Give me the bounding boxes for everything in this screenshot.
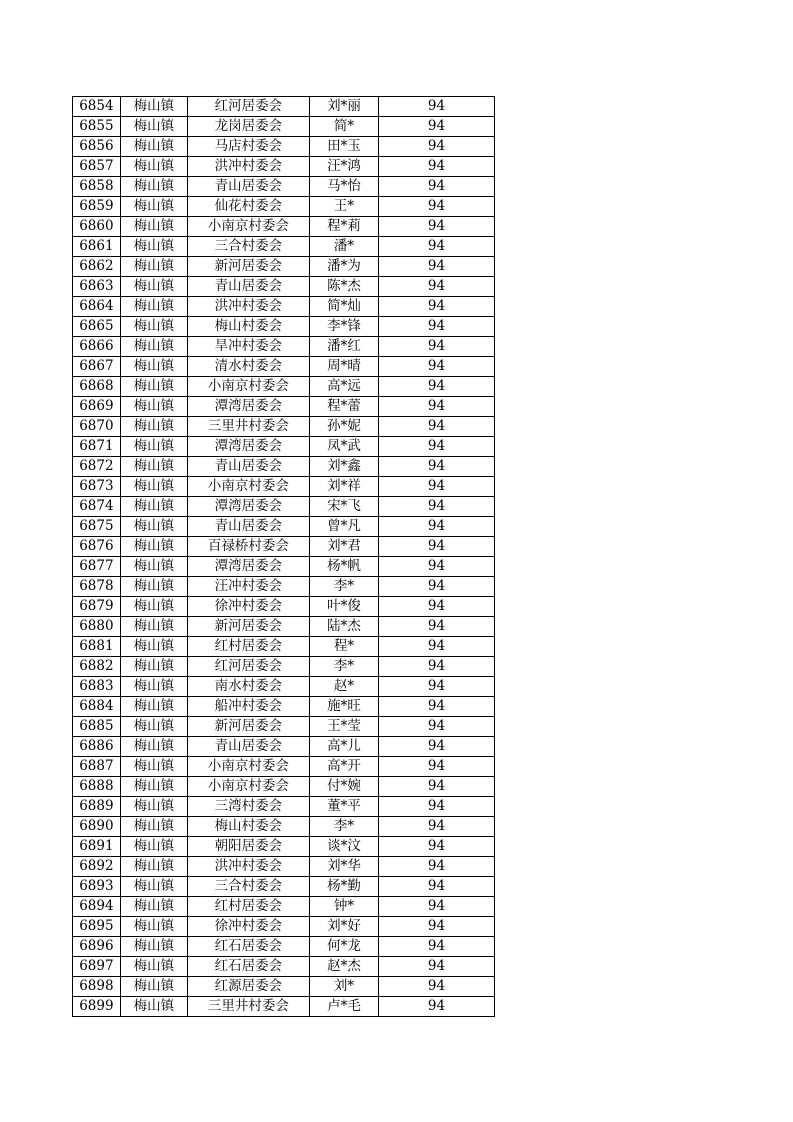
committee-cell: 百禄桥村委会 bbox=[187, 537, 309, 557]
town-cell: 梅山镇 bbox=[120, 637, 187, 657]
table-row bbox=[73, 337, 495, 357]
table-row bbox=[73, 937, 495, 957]
committee-cell: 旱冲村委会 bbox=[187, 337, 309, 357]
town-cell: 梅山镇 bbox=[120, 557, 187, 577]
score-cell: 94 bbox=[379, 857, 495, 877]
committee-cell: 红石居委会 bbox=[187, 937, 309, 957]
score-cell: 94 bbox=[379, 917, 495, 937]
committee-cell: 船冲村委会 bbox=[187, 697, 309, 717]
town-cell: 梅山镇 bbox=[120, 877, 187, 897]
committee-cell: 潭湾居委会 bbox=[187, 437, 309, 457]
committee-cell: 仙花村委会 bbox=[187, 197, 309, 217]
committee-cell: 梅山村委会 bbox=[187, 817, 309, 837]
person-name-cell: 高*开 bbox=[309, 757, 378, 777]
town-cell: 梅山镇 bbox=[120, 177, 187, 197]
score-cell: 94 bbox=[379, 677, 495, 697]
row-number-cell: 6857 bbox=[73, 157, 121, 177]
committee-cell: 红源居委会 bbox=[187, 977, 309, 997]
committee-cell: 小南京村委会 bbox=[187, 377, 309, 397]
score-cell: 94 bbox=[379, 697, 495, 717]
table-row bbox=[73, 557, 495, 577]
table-row bbox=[73, 417, 495, 437]
table-row bbox=[73, 137, 495, 157]
table-row bbox=[73, 537, 495, 557]
person-name-cell: 刘* bbox=[309, 977, 378, 997]
person-name-cell: 刘*丽 bbox=[309, 97, 378, 117]
row-number-cell: 6896 bbox=[73, 937, 121, 957]
town-cell: 梅山镇 bbox=[120, 277, 187, 297]
person-name-cell: 董*平 bbox=[309, 797, 378, 817]
table-row bbox=[73, 997, 495, 1017]
row-number-cell: 6894 bbox=[73, 897, 121, 917]
person-name-cell: 宋*飞 bbox=[309, 497, 378, 517]
row-number-cell: 6899 bbox=[73, 997, 121, 1017]
table-row bbox=[73, 817, 495, 837]
table-row bbox=[73, 677, 495, 697]
committee-cell: 朝阳居委会 bbox=[187, 837, 309, 857]
town-cell: 梅山镇 bbox=[120, 577, 187, 597]
table-row bbox=[73, 697, 495, 717]
row-number-cell: 6861 bbox=[73, 237, 121, 257]
row-number-cell: 6876 bbox=[73, 537, 121, 557]
table-row bbox=[73, 217, 495, 237]
row-number-cell: 6898 bbox=[73, 977, 121, 997]
town-cell: 梅山镇 bbox=[120, 297, 187, 317]
person-name-cell: 李*锋 bbox=[309, 317, 378, 337]
table-row bbox=[73, 97, 495, 117]
committee-cell: 三合村委会 bbox=[187, 237, 309, 257]
score-cell: 94 bbox=[379, 497, 495, 517]
town-cell: 梅山镇 bbox=[120, 497, 187, 517]
row-number-cell: 6865 bbox=[73, 317, 121, 337]
score-cell: 94 bbox=[379, 997, 495, 1017]
town-cell: 梅山镇 bbox=[120, 97, 187, 117]
person-name-cell: 曾*凡 bbox=[309, 517, 378, 537]
table-row bbox=[73, 737, 495, 757]
table-row bbox=[73, 977, 495, 997]
person-name-cell: 何*龙 bbox=[309, 937, 378, 957]
committee-cell: 红河居委会 bbox=[187, 97, 309, 117]
score-cell: 94 bbox=[379, 797, 495, 817]
committee-cell: 马店村委会 bbox=[187, 137, 309, 157]
score-cell: 94 bbox=[379, 897, 495, 917]
table-row bbox=[73, 177, 495, 197]
table-row bbox=[73, 777, 495, 797]
committee-cell: 青山居委会 bbox=[187, 457, 309, 477]
table-row bbox=[73, 897, 495, 917]
table-row bbox=[73, 757, 495, 777]
committee-cell: 徐冲村委会 bbox=[187, 597, 309, 617]
person-name-cell: 刘*祥 bbox=[309, 477, 378, 497]
row-number-cell: 6869 bbox=[73, 397, 121, 417]
score-cell: 94 bbox=[379, 177, 495, 197]
table-row bbox=[73, 457, 495, 477]
town-cell: 梅山镇 bbox=[120, 357, 187, 377]
person-name-cell: 施*旺 bbox=[309, 697, 378, 717]
person-name-cell: 汪*鸿 bbox=[309, 157, 378, 177]
town-cell: 梅山镇 bbox=[120, 977, 187, 997]
committee-cell: 三里井村委会 bbox=[187, 997, 309, 1017]
committee-cell: 徐冲村委会 bbox=[187, 917, 309, 937]
table-row bbox=[73, 437, 495, 457]
person-name-cell: 付*婉 bbox=[309, 777, 378, 797]
row-number-cell: 6856 bbox=[73, 137, 121, 157]
score-cell: 94 bbox=[379, 777, 495, 797]
town-cell: 梅山镇 bbox=[120, 617, 187, 637]
committee-cell: 小南京村委会 bbox=[187, 477, 309, 497]
person-name-cell: 高*儿 bbox=[309, 737, 378, 757]
town-cell: 梅山镇 bbox=[120, 657, 187, 677]
person-name-cell: 孙*妮 bbox=[309, 417, 378, 437]
committee-cell: 洪冲村委会 bbox=[187, 297, 309, 317]
town-cell: 梅山镇 bbox=[120, 257, 187, 277]
row-number-cell: 6880 bbox=[73, 617, 121, 637]
person-name-cell: 简* bbox=[309, 117, 378, 137]
town-cell: 梅山镇 bbox=[120, 677, 187, 697]
score-cell: 94 bbox=[379, 757, 495, 777]
table-row bbox=[73, 657, 495, 677]
town-cell: 梅山镇 bbox=[120, 937, 187, 957]
row-number-cell: 6864 bbox=[73, 297, 121, 317]
town-cell: 梅山镇 bbox=[120, 217, 187, 237]
score-cell: 94 bbox=[379, 477, 495, 497]
person-name-cell: 简*灿 bbox=[309, 297, 378, 317]
person-name-cell: 陈*杰 bbox=[309, 277, 378, 297]
committee-cell: 红村居委会 bbox=[187, 897, 309, 917]
row-number-cell: 6879 bbox=[73, 597, 121, 617]
town-cell: 梅山镇 bbox=[120, 897, 187, 917]
committee-cell: 青山居委会 bbox=[187, 737, 309, 757]
score-cell: 94 bbox=[379, 577, 495, 597]
committee-cell: 红村居委会 bbox=[187, 637, 309, 657]
score-cell: 94 bbox=[379, 317, 495, 337]
row-number-cell: 6892 bbox=[73, 857, 121, 877]
person-name-cell: 杨*勤 bbox=[309, 877, 378, 897]
person-name-cell: 马*怡 bbox=[309, 177, 378, 197]
person-name-cell: 卢*毛 bbox=[309, 997, 378, 1017]
row-number-cell: 6885 bbox=[73, 717, 121, 737]
town-cell: 梅山镇 bbox=[120, 837, 187, 857]
person-name-cell: 刘*华 bbox=[309, 857, 378, 877]
score-cell: 94 bbox=[379, 97, 495, 117]
person-name-cell: 李* bbox=[309, 577, 378, 597]
table-row bbox=[73, 497, 495, 517]
town-cell: 梅山镇 bbox=[120, 957, 187, 977]
row-number-cell: 6884 bbox=[73, 697, 121, 717]
row-number-cell: 6875 bbox=[73, 517, 121, 537]
person-name-cell: 周*晴 bbox=[309, 357, 378, 377]
table-row bbox=[73, 517, 495, 537]
committee-cell: 洪冲村委会 bbox=[187, 157, 309, 177]
score-cell: 94 bbox=[379, 717, 495, 737]
score-cell: 94 bbox=[379, 297, 495, 317]
committee-cell: 红河居委会 bbox=[187, 657, 309, 677]
committee-cell: 洪冲村委会 bbox=[187, 857, 309, 877]
committee-cell: 龙岗居委会 bbox=[187, 117, 309, 137]
row-number-cell: 6873 bbox=[73, 477, 121, 497]
town-cell: 梅山镇 bbox=[120, 537, 187, 557]
table-row bbox=[73, 397, 495, 417]
committee-cell: 小南京村委会 bbox=[187, 757, 309, 777]
score-cell: 94 bbox=[379, 597, 495, 617]
committee-cell: 潭湾居委会 bbox=[187, 497, 309, 517]
row-number-cell: 6890 bbox=[73, 817, 121, 837]
committee-cell: 三湾村委会 bbox=[187, 797, 309, 817]
person-name-cell: 王*莹 bbox=[309, 717, 378, 737]
score-cell: 94 bbox=[379, 337, 495, 357]
score-cell: 94 bbox=[379, 437, 495, 457]
row-number-cell: 6878 bbox=[73, 577, 121, 597]
table-row bbox=[73, 277, 495, 297]
row-number-cell: 6868 bbox=[73, 377, 121, 397]
score-cell: 94 bbox=[379, 197, 495, 217]
town-cell: 梅山镇 bbox=[120, 457, 187, 477]
person-name-cell: 钟* bbox=[309, 897, 378, 917]
person-name-cell: 刘*鑫 bbox=[309, 457, 378, 477]
score-cell: 94 bbox=[379, 157, 495, 177]
committee-cell: 青山居委会 bbox=[187, 177, 309, 197]
row-number-cell: 6862 bbox=[73, 257, 121, 277]
person-name-cell: 刘*好 bbox=[309, 917, 378, 937]
person-name-cell: 刘*君 bbox=[309, 537, 378, 557]
town-cell: 梅山镇 bbox=[120, 137, 187, 157]
table-row bbox=[73, 717, 495, 737]
person-name-cell: 程*蕾 bbox=[309, 397, 378, 417]
table-row bbox=[73, 637, 495, 657]
row-number-cell: 6891 bbox=[73, 837, 121, 857]
row-number-cell: 6859 bbox=[73, 197, 121, 217]
committee-cell: 青山居委会 bbox=[187, 517, 309, 537]
row-number-cell: 6881 bbox=[73, 637, 121, 657]
person-name-cell: 程*莉 bbox=[309, 217, 378, 237]
town-cell: 梅山镇 bbox=[120, 117, 187, 137]
town-cell: 梅山镇 bbox=[120, 997, 187, 1017]
score-cell: 94 bbox=[379, 137, 495, 157]
person-name-cell: 李* bbox=[309, 817, 378, 837]
town-cell: 梅山镇 bbox=[120, 437, 187, 457]
person-name-cell: 潘*为 bbox=[309, 257, 378, 277]
score-cell: 94 bbox=[379, 257, 495, 277]
row-number-cell: 6874 bbox=[73, 497, 121, 517]
town-cell: 梅山镇 bbox=[120, 717, 187, 737]
table-row bbox=[73, 157, 495, 177]
table-row bbox=[73, 237, 495, 257]
table-row bbox=[73, 117, 495, 137]
town-cell: 梅山镇 bbox=[120, 737, 187, 757]
table-row bbox=[73, 797, 495, 817]
committee-cell: 梅山村委会 bbox=[187, 317, 309, 337]
table-row bbox=[73, 297, 495, 317]
row-number-cell: 6867 bbox=[73, 357, 121, 377]
row-number-cell: 6855 bbox=[73, 117, 121, 137]
score-cell: 94 bbox=[379, 537, 495, 557]
row-number-cell: 6871 bbox=[73, 437, 121, 457]
committee-cell: 三里井村委会 bbox=[187, 417, 309, 437]
roster-table-body bbox=[73, 97, 495, 1017]
person-name-cell: 田*玉 bbox=[309, 137, 378, 157]
row-number-cell: 6872 bbox=[73, 457, 121, 477]
table-row bbox=[73, 257, 495, 277]
table-row bbox=[73, 837, 495, 857]
score-cell: 94 bbox=[379, 877, 495, 897]
score-cell: 94 bbox=[379, 737, 495, 757]
score-cell: 94 bbox=[379, 617, 495, 637]
table-row bbox=[73, 317, 495, 337]
committee-cell: 新河居委会 bbox=[187, 257, 309, 277]
town-cell: 梅山镇 bbox=[120, 417, 187, 437]
town-cell: 梅山镇 bbox=[120, 317, 187, 337]
town-cell: 梅山镇 bbox=[120, 517, 187, 537]
town-cell: 梅山镇 bbox=[120, 817, 187, 837]
town-cell: 梅山镇 bbox=[120, 697, 187, 717]
score-cell: 94 bbox=[379, 957, 495, 977]
score-cell: 94 bbox=[379, 357, 495, 377]
row-number-cell: 6866 bbox=[73, 337, 121, 357]
score-cell: 94 bbox=[379, 637, 495, 657]
town-cell: 梅山镇 bbox=[120, 337, 187, 357]
row-number-cell: 6893 bbox=[73, 877, 121, 897]
person-name-cell: 高*远 bbox=[309, 377, 378, 397]
score-cell: 94 bbox=[379, 397, 495, 417]
committee-cell: 新河居委会 bbox=[187, 617, 309, 637]
person-name-cell: 程* bbox=[309, 637, 378, 657]
person-name-cell: 赵* bbox=[309, 677, 378, 697]
committee-cell: 三合村委会 bbox=[187, 877, 309, 897]
score-cell: 94 bbox=[379, 817, 495, 837]
table-row bbox=[73, 597, 495, 617]
score-cell: 94 bbox=[379, 377, 495, 397]
town-cell: 梅山镇 bbox=[120, 917, 187, 937]
row-number-cell: 6877 bbox=[73, 557, 121, 577]
row-number-cell: 6897 bbox=[73, 957, 121, 977]
table-row bbox=[73, 617, 495, 637]
roster-table bbox=[72, 96, 495, 1017]
committee-cell: 青山居委会 bbox=[187, 277, 309, 297]
committee-cell: 小南京村委会 bbox=[187, 777, 309, 797]
committee-cell: 小南京村委会 bbox=[187, 217, 309, 237]
town-cell: 梅山镇 bbox=[120, 157, 187, 177]
table-row bbox=[73, 357, 495, 377]
score-cell: 94 bbox=[379, 217, 495, 237]
person-name-cell: 潘* bbox=[309, 237, 378, 257]
table-row bbox=[73, 577, 495, 597]
table-row bbox=[73, 857, 495, 877]
table-row bbox=[73, 197, 495, 217]
committee-cell: 红石居委会 bbox=[187, 957, 309, 977]
person-name-cell: 谈*汶 bbox=[309, 837, 378, 857]
table-row bbox=[73, 877, 495, 897]
score-cell: 94 bbox=[379, 237, 495, 257]
town-cell: 梅山镇 bbox=[120, 377, 187, 397]
committee-cell: 潭湾居委会 bbox=[187, 397, 309, 417]
row-number-cell: 6870 bbox=[73, 417, 121, 437]
row-number-cell: 6895 bbox=[73, 917, 121, 937]
score-cell: 94 bbox=[379, 977, 495, 997]
score-cell: 94 bbox=[379, 837, 495, 857]
town-cell: 梅山镇 bbox=[120, 197, 187, 217]
score-cell: 94 bbox=[379, 657, 495, 677]
row-number-cell: 6860 bbox=[73, 217, 121, 237]
person-name-cell: 凤*武 bbox=[309, 437, 378, 457]
score-cell: 94 bbox=[379, 417, 495, 437]
town-cell: 梅山镇 bbox=[120, 777, 187, 797]
row-number-cell: 6883 bbox=[73, 677, 121, 697]
committee-cell: 清水村委会 bbox=[187, 357, 309, 377]
row-number-cell: 6889 bbox=[73, 797, 121, 817]
row-number-cell: 6888 bbox=[73, 777, 121, 797]
row-number-cell: 6882 bbox=[73, 657, 121, 677]
town-cell: 梅山镇 bbox=[120, 857, 187, 877]
town-cell: 梅山镇 bbox=[120, 397, 187, 417]
score-cell: 94 bbox=[379, 557, 495, 577]
person-name-cell: 叶*俊 bbox=[309, 597, 378, 617]
person-name-cell: 李* bbox=[309, 657, 378, 677]
person-name-cell: 王* bbox=[309, 197, 378, 217]
row-number-cell: 6858 bbox=[73, 177, 121, 197]
table-row bbox=[73, 917, 495, 937]
row-number-cell: 6887 bbox=[73, 757, 121, 777]
table-row bbox=[73, 477, 495, 497]
person-name-cell: 杨*帆 bbox=[309, 557, 378, 577]
score-cell: 94 bbox=[379, 117, 495, 137]
committee-cell: 南水村委会 bbox=[187, 677, 309, 697]
town-cell: 梅山镇 bbox=[120, 597, 187, 617]
row-number-cell: 6854 bbox=[73, 97, 121, 117]
row-number-cell: 6886 bbox=[73, 737, 121, 757]
town-cell: 梅山镇 bbox=[120, 237, 187, 257]
committee-cell: 汪冲村委会 bbox=[187, 577, 309, 597]
score-cell: 94 bbox=[379, 517, 495, 537]
table-row bbox=[73, 957, 495, 977]
town-cell: 梅山镇 bbox=[120, 757, 187, 777]
person-name-cell: 赵*杰 bbox=[309, 957, 378, 977]
row-number-cell: 6863 bbox=[73, 277, 121, 297]
person-name-cell: 潘*红 bbox=[309, 337, 378, 357]
score-cell: 94 bbox=[379, 277, 495, 297]
town-cell: 梅山镇 bbox=[120, 477, 187, 497]
person-name-cell: 陆*杰 bbox=[309, 617, 378, 637]
table-row bbox=[73, 377, 495, 397]
committee-cell: 新河居委会 bbox=[187, 717, 309, 737]
score-cell: 94 bbox=[379, 457, 495, 477]
committee-cell: 潭湾居委会 bbox=[187, 557, 309, 577]
score-cell: 94 bbox=[379, 937, 495, 957]
town-cell: 梅山镇 bbox=[120, 797, 187, 817]
